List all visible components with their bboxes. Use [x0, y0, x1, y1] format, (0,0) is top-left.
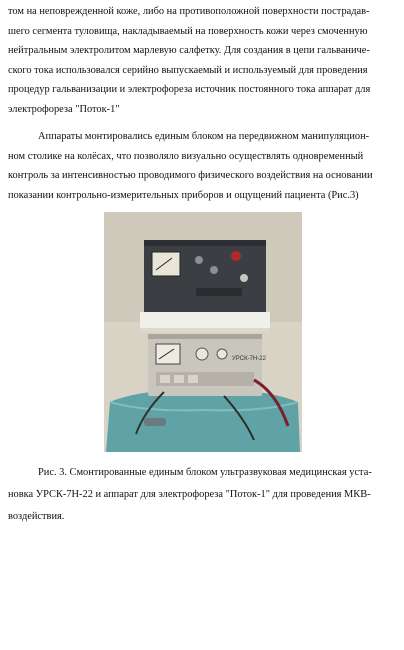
text-line: ского тока использовался серийно выпускаемый и используемый для проведения	[8, 64, 368, 76]
paragraph-2	[8, 127, 396, 205]
text-line: шего сегмента туловища, накладываемый на поверхность кожи через смоченную	[8, 25, 368, 37]
text-line: ном столике на колёсах, что позволяло визуально осуществлять одновременный	[8, 150, 364, 162]
caption-line: воздействия.	[8, 511, 65, 522]
text-line: том на неповрежденной коже, либо на противоположной поверхности пострадав-	[8, 6, 370, 17]
text-line: показании контрольно-измерительных приборов и ощущений пациента (Рис.3)	[8, 189, 359, 201]
device-photo-illustration	[104, 212, 302, 452]
knob-icon	[196, 348, 208, 360]
text-line: контроль за интенсивностью проводимого физического воздействия на основании	[8, 170, 373, 182]
text-line: Аппараты монтировались единым блоком на передвижном манипуляцион-	[38, 131, 370, 142]
device-label: УРСК-7Н-22	[232, 356, 266, 362]
paragraph-1	[8, 2, 396, 120]
text-line: нейтральным электролитом марлевую салфетку. Для создания в цепи гальваниче-	[8, 45, 370, 57]
lower-cabinet	[148, 334, 262, 396]
figure-caption	[8, 462, 396, 528]
meter-icon	[156, 344, 180, 364]
caption-line: новка УРСК-7Н-22 и аппарат для электрофореза "Поток-1" для проведения МКВ-	[8, 489, 371, 500]
knob-icon	[217, 349, 227, 359]
indicator-lamp-icon	[231, 251, 241, 261]
meter-icon	[152, 252, 180, 276]
device-photo	[104, 212, 302, 452]
text-line: процедур гальванизации и электрофореза источник постоянного тока аппарат для	[8, 84, 371, 96]
text-line: электрофореза "Поток-1"	[8, 103, 120, 115]
caption-line: Рис. 3. Смонтированные единым блоком ультразвуковая медицинская уста-	[38, 467, 372, 478]
